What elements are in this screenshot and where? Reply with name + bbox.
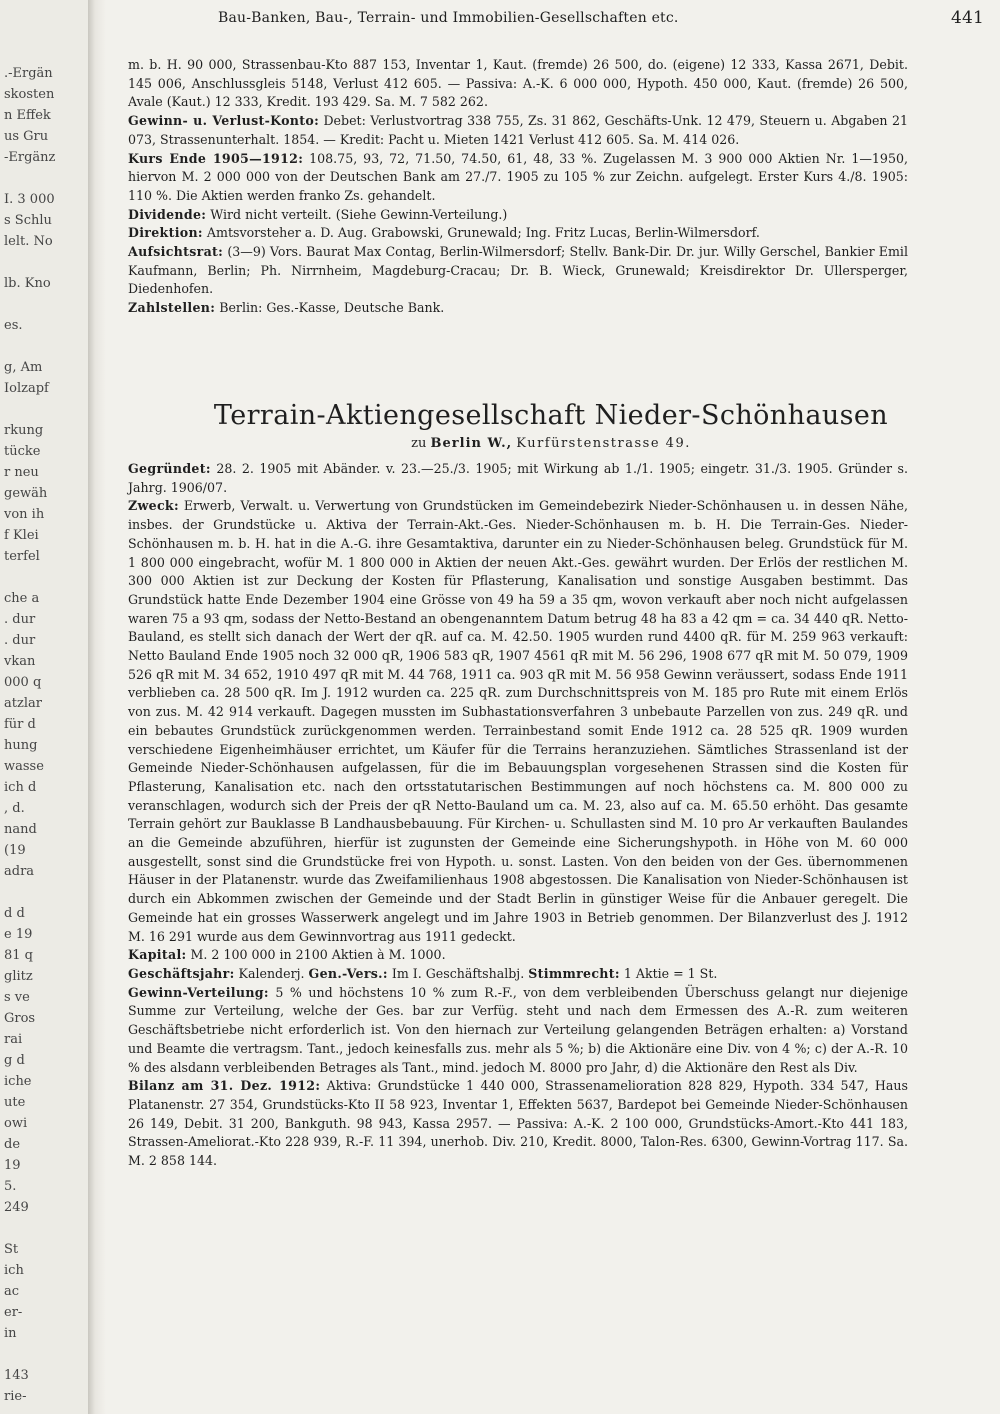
- entry-gewinnverteilung: Gewinn-Verteilung: 5 % und höchstens 10 % zum R.-F., von dem verbleibenden Überschuss gelangt nur diejenige Summe zur Verteilung, welche der Ges. bar zur Verfüg. steht und nach dem Ermessen des A.-R. zum weiteren Geschäftsbetriebe nicht erforderlich ist. Von den hiernach zur Verteilung gelangenden Beträgen erhalten: a) Vorstand und Beamte die vertragsm. Tant., jedoch keinesfalls zus. mehr als 5 %; b) die Aktionäre eine Div. von 4 %; c) der A.-R. 10 % des alsdann verbleibenden Betrages als Tant., mind. jedoch M. 8000 pro Jahr, d) die Aktionäre den Rest als Div.: [128, 984, 908, 1075]
- prev-aufsichtsrat: Aufsichtsrat: (3—9) Vors. Baurat Max Contag, Berlin-Wilmersdorf; Stellv. Bank-Dir. Dr. jur. Willy Gerschel, Bankier Emil Kaufmann, Berlin; Ph. Nirrnheim, Magdeburg-Cracau; Dr. B. Wieck, Grunewald; Kreisdirektor Dr. Ullersperger, Diedenhofen.: [128, 244, 908, 297]
- facing-page-line: -Ergänz: [4, 150, 56, 165]
- book-gutter: [88, 0, 106, 1414]
- facing-page-line: atzlar: [4, 696, 42, 711]
- facing-page-line: es.: [4, 318, 23, 333]
- facing-page-line: 5.: [4, 1179, 17, 1194]
- facing-page-line: g, Am: [4, 360, 43, 375]
- facing-page-line: .-Ergän: [4, 66, 53, 81]
- previous-entry: [128, 56, 908, 318]
- facing-page-line: I. 3 000: [4, 192, 55, 207]
- facing-page-line: (19: [4, 843, 26, 858]
- facing-page-line: e 19: [4, 927, 33, 942]
- prev-zahlstellen: Zahlstellen: Berlin: Ges.-Kasse, Deutsche Bank.: [128, 300, 445, 316]
- facing-page-line: hung: [4, 738, 38, 753]
- facing-page-line: St: [4, 1242, 19, 1257]
- facing-page-line: 249: [4, 1200, 29, 1215]
- facing-page-line: Iolzapf: [4, 381, 49, 396]
- facing-page-line: nand: [4, 822, 37, 837]
- facing-page-line: . dur: [4, 612, 36, 627]
- running-head: [108, 8, 994, 30]
- facing-page-line: für d: [4, 717, 36, 732]
- facing-page-line: de: [4, 1137, 21, 1152]
- facing-page-line: skosten: [4, 87, 55, 102]
- prev-kurs: Kurs Ende 1905—1912: 108.75, 93, 72, 71.50, 74.50, 61, 48, 33 %. Zugelassen M. 3 900 000 Aktien Nr. 1—1950, hiervon M. 2 000 000 von der Deutschen Bank am 27./7. 1905 zu 105 % zur Zeichn. aufgelegt. Erster Kurs 4./8. 1905: 110 %. Die Aktien werden franko Zs. gehandelt.: [128, 150, 908, 203]
- facing-page-line: adra: [4, 864, 35, 879]
- facing-page-line: ac: [4, 1284, 20, 1299]
- running-title: Bau-Banken, Bau-, Terrain- und Immobilien-Gesellschaften etc.: [218, 10, 679, 26]
- entry-gegruendet: Gegründet: 28. 2. 1905 mit Abänder. v. 23.—25./3. 1905; mit Wirkung ab 1./1. 1905; eingetr. 31./3. 1905. Gründer s. Jahrg. 1906/07.: [128, 461, 908, 495]
- facing-page-line: f Klei: [4, 528, 39, 543]
- facing-page-line: gewäh: [4, 486, 48, 501]
- company-address: zu Berlin W., Kurfürstenstrasse 49.: [411, 436, 691, 451]
- facing-page-line: 143: [4, 1368, 29, 1383]
- facing-page-line: in: [4, 1326, 17, 1341]
- facing-page-line: terfel: [4, 549, 40, 564]
- facing-page-line: d d: [4, 906, 25, 921]
- facing-page-line: er-: [4, 1305, 23, 1320]
- facing-page-line: us Gru: [4, 129, 49, 144]
- facing-page-line: rie-: [4, 1389, 27, 1404]
- company-entry: [128, 460, 908, 1171]
- page-number: 441: [950, 8, 984, 28]
- facing-page-line: von ih: [4, 507, 45, 522]
- facing-page-line: glitz: [4, 969, 33, 984]
- facing-page-line: Gros: [4, 1011, 36, 1026]
- facing-page-line: rai: [4, 1032, 23, 1047]
- facing-page-line: g d: [4, 1053, 25, 1068]
- facing-page-line: che a: [4, 591, 40, 606]
- prev-direktion: Direktion: Amtsvorsteher a. D. Aug. Grabowski, Grunewald; Ing. Fritz Lucas, Berlin-Wilmersdorf.: [128, 225, 760, 241]
- prev-guv: Gewinn- u. Verlust-Konto: Debet: Verlustvortrag 338 755, Zs. 31 862, Geschäfts-Unk. 12 479, Steuern u. Abgaben 21 073, Strassenunterhalt. 1854. — Kredit: Pacht u. Mieten 1421 Verlust 412 605. Sa. M. 414 026.: [128, 113, 908, 147]
- facing-page-line: 19: [4, 1158, 21, 1173]
- facing-page-line: rkung: [4, 423, 44, 438]
- facing-page-line: n Effek: [4, 108, 51, 123]
- prev-dividende: Dividende: Wird nicht verteilt. (Siehe Gewinn-Verteilung.): [128, 206, 508, 222]
- facing-page-fragment: [0, 0, 88, 1414]
- facing-page-line: r neu: [4, 465, 39, 480]
- facing-page-line: 000 q: [4, 675, 42, 690]
- entry-kapital: Kapital: M. 2 100 000 in 2100 Aktien à M. 1000.: [128, 947, 446, 963]
- facing-page-line: , d.: [4, 801, 25, 816]
- facing-page-line: tücke: [4, 444, 41, 459]
- facing-page-line: owi: [4, 1116, 28, 1131]
- facing-page-line: ute: [4, 1095, 26, 1110]
- page: [108, 0, 994, 1414]
- facing-page-line: ich d: [4, 780, 37, 795]
- facing-page-line: 81 q: [4, 948, 33, 963]
- entry-zweck: Zweck: Erwerb, Verwalt. u. Verwertung von Grundstücken im Gemeindebezirk Nieder-Schönhausen u. in dessen Nähe, insbes. der Grundstücke u. Aktiva der Terrain-Akt.-Ges. Nieder-Schönhausen m. b. H. Die Terrain-Ges. Nieder-Schönhausen m. b. H. hat in die A.-G. ihre Gesamtaktiva, darunter ein zu Nieder-Schönhausen beleg. Grundstück für M. 1 800 000 eingebracht, wofür M. 1 800 000 in Aktien der neuen Akt.-Ges. gewährt wurden. Der Erlös der restlichen M. 300 000 Aktien ist zur Deckung der Kosten für Pflasterung, Kanalisation und sonstige Ausgaben bestimmt. Das Grundstück hatte Ende Dezember 1904 eine Grösse von 49 ha 59 a 35 qm, wovon verkauft aber noch nicht aufgelassen waren 75 a 93 qm, sodass der Netto-Bestand an obengenanntem Datum betrug 48 ha 83 a 42 qm = ca. 34 440 qR. Netto-Bauland, es stellt sich danach der Wert der qR. auf ca. M. 42.50. 1905 wurden rund 4400 qR. für M. 259 963 verkauft: Netto Bauland Ende 1905 noch 32 000 qR, 1906 583 qR, 1907 4561 qR mit M. 56 296, 1908 677 qR mit M. 50 079, 1909 526 qR mit M. 34 652, 1910 497 qR mit M. 44 768, 1911 ca. 903 qR mit M. 56 958 Gewinn veräussert, sodass Ende 1911 verblieben ca. 28 500 qR. Im J. 1912 wurden ca. 225 qR. zum Durchschnittspreis von M. 185 pro Rute mit einem Erlös von zus. M. 42 914 verkauft. Dagegen mussten im Subhastationsverfahren 3 unbebaute Parzellen von zus. 249 qR. und ein bebautes Grundstück zurückgenommen werden. Terrainbestand somit Ende 1912 ca. 28 525 qR. 1909 wurden verschiedene Eigenheimhäuser errichtet, um Käufer für die Terrains heranzuziehen. Sämtliches Strassenland ist der Gemeinde Nieder-Schönhausen aufgelassen, für die im Bebauungsplan vorgesehenen Strassen sind die Kosten für Pflasterung, Kanalisation etc. nach den ortsstatutarischen Bestimmungen auf noch höchstens ca. M. 800 000 zu veranschlagen, wodurch sich der Preis der qR Netto-Bauland um ca. M. 23, also auf ca. M. 65.50 erhöht. Das gesamte Terrain gehört zur Bauklasse B Landhausbebauung. Für Kirchen- u. Schullasten sind M. 10 pro Ar verkauften Baulandes an die Gemeinde abzuführen, hierfür ist zugunsten der Gemeinde eine Sicherungshypoth. in Höhe von M. 60 000 ausgestellt, sonst sind die Grundstücke frei von Hypoth. u. sonst. Lasten. Von den beiden von der Ges. übernommenen Häuser in der Platanenstr. wurde das Zweifamilienhaus 1908 abgestossen. Die Kanalisation von Nieder-Schönhausen ist durch ein Abkommen zwischen der Gemeinde und der Stadt Berlin in günstiger Weise für die Anbauer geregelt. Die Gemeinde hat ein grosses Wasserwerk angelegt und im Jahre 1903 in Betrieb genommen. Der Bilanzverlust des J. 1912 M. 16 291 wurde aus dem Gewinnvortrag aus 1911 gedeckt.: [128, 498, 908, 944]
- facing-page-line: . dur: [4, 633, 36, 648]
- facing-page-line: vkan: [4, 654, 36, 669]
- facing-page-line: ich: [4, 1263, 24, 1278]
- prev-bilanz: m. b. H. 90 000, Strassenbau-Kto 887 153, Inventar 1, Kaut. (fremde) 26 500, do. (eigene) 12 333, Kassa 2671, Debit. 145 006, Anschlussgleis 5148, Verlust 412 605. — Passiva: A.-K. 6 000 000, Hypoth. 450 000, Kaut. (fremde) 26 500, Avale (Kaut.) 12 333, Kredit. 193 429. Sa. M. 7 582 262.: [128, 57, 908, 110]
- facing-page-line: s Schlu: [4, 213, 52, 228]
- facing-page-line: lb. Kno: [4, 276, 51, 291]
- entry-bilanz: Bilanz am 31. Dez. 1912: Aktiva: Grundstücke 1 440 000, Strassenamelioration 828 829, Hypoth. 334 547, Haus Platanenstr. 27 354, Grundstücks-Kto II 58 923, Inventar 1, Effekten 5637, Bardepot bei Gemeinde Nieder-Schönhausen 26 149, Debit. 31 200, Bankguth. 98 943, Kassa 2957. — Passiva: A.-K. 2 100 000, Grundstücks-Amort.-Kto 441 183, Strassen-Ameliorat.-Kto 228 939, R.-F. 11 394, unerhob. Div. 210, Kredit. 8000, Talon-Res. 6300, Gewinn-Vortrag 117. Sa. M. 2 858 144.: [128, 1078, 908, 1169]
- facing-page-line: s ve: [4, 990, 30, 1005]
- facing-page-line: wasse: [4, 759, 44, 774]
- company-title: Terrain-Aktiengesellschaft Nieder-Schönhausen: [213, 400, 889, 431]
- facing-page-line: iche: [4, 1074, 32, 1089]
- entry-geschaeftsjahr: Geschäftsjahr: Kalenderj. Gen.-Vers.: Im I. Geschäftshalbj. Stimmrecht: 1 Aktie = 1 St.: [128, 965, 718, 981]
- facing-page-line: lelt. No: [4, 234, 53, 249]
